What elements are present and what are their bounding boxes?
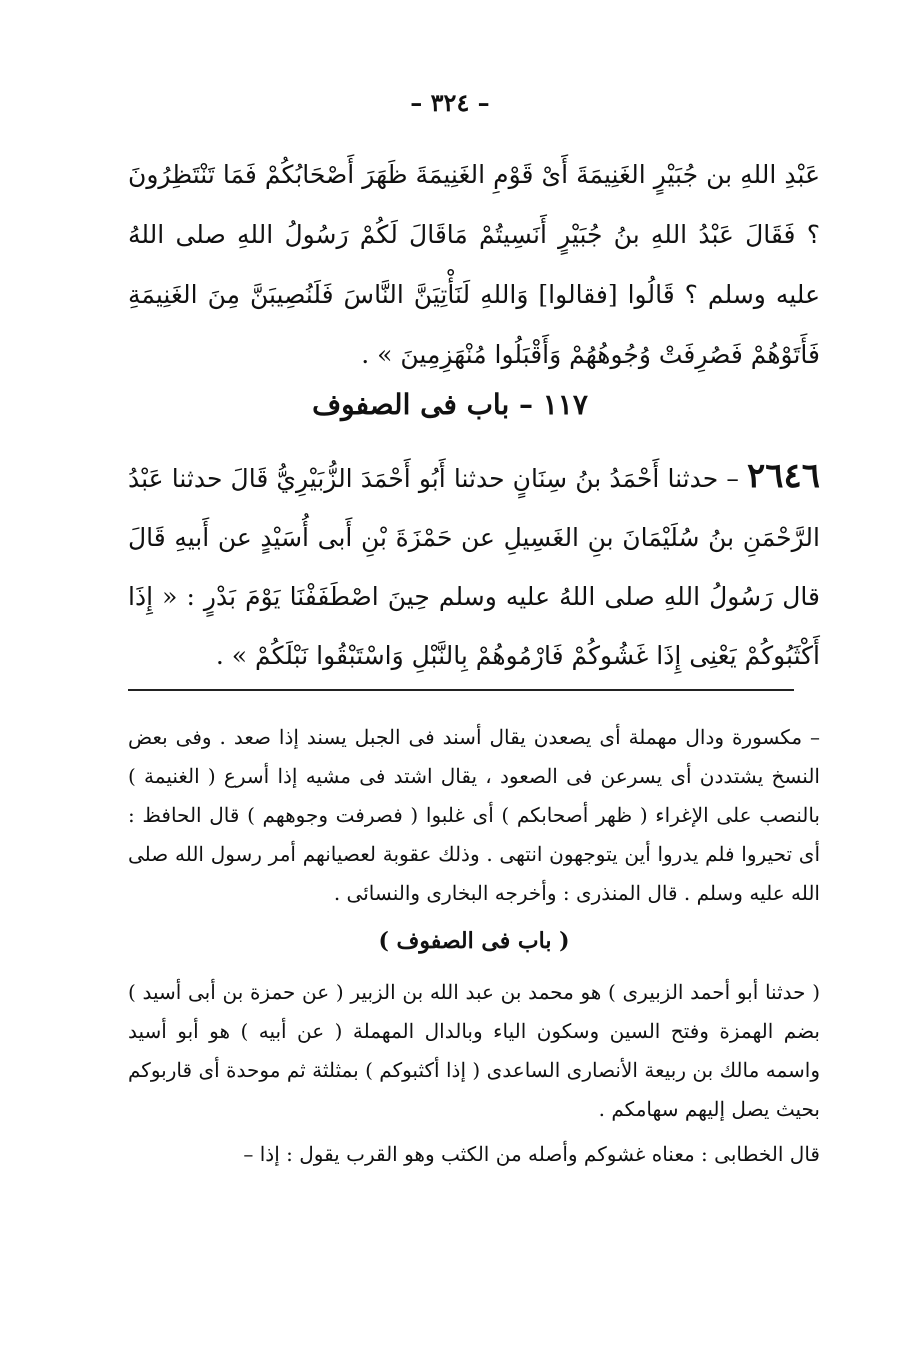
commentary-paragraph-2: ( حدثنا أبو أحمد الزبيرى ) هو محمد بن عبد الله بن الزبير ( عن حمزة بن أبى أسيد ) بضم الهمزة وفتح السين وسكون الياء وبالدال المهملة ( عن أبيه ) هو أبو أسيد واسمه مالك بن ربيعة الأنصارى الساعدى ( إذا أكثبوكم ) بمثلثة ثم موحدة أى قاربوكم بحيث يصل إليهم سهامكم . <box>128 980 820 1121</box>
chapter-dash: – <box>519 388 534 421</box>
main-text-block <box>128 145 820 385</box>
footnote-divider <box>128 689 794 691</box>
commentary-paragraph-3: قال الخطابى : معناه غشوكم وأصله من الكثب وهو القرب يقول : إذا – <box>243 1142 820 1166</box>
commentary-block <box>128 718 820 1174</box>
hadith-paragraph <box>128 447 820 685</box>
hadith-text: – حدثنا أَحْمَدُ بنُ سِنَانٍ حدثنا أَبُو أَحْمَدَ الزُّبَيْرِيُّ قَالَ حدثنا عَبْدُ الرَّحْمَنِ بنُ سُلَيْمَانَ بنِ الغَسِيلِ عن حَمْزَةَ بْنِ أَبى أُسَيْدٍ عن أَبيهِ قَالَ قال رَسُولُ اللهِ صلى اللهُ عليه وسلم حِينَ اصْطَفَفْنَا يَوْمَ بَدْرٍ : « إِذَا أَكْثَبُوكُمْ يَعْنِى إِذَا غَشُوكُمْ فَارْمُوهُمْ بِالنَّبْلِ وَاسْتَبْقُوا نَبْلَكُمْ » . <box>128 464 820 670</box>
chapter-title: باب فى الصفوف <box>312 388 510 421</box>
commentary-sub-heading: ( باب فى الصفوف ) <box>378 928 570 954</box>
chapter-number: ١١٧ <box>542 388 588 421</box>
hadith-number: ٢٦٤٦ <box>746 456 821 496</box>
main-text-paragraph: عَبْدِ اللهِ بن جُبَيْرٍ الغَنِيمَةَ أَىْ قَوْمِ الغَنِيمَةَ ظَهَرَ أَصْحَابُكُمْ فَمَا تَنْتَظِرُونَ ؟ فَقَالَ عَبْدُ اللهِ بنُ جُبَيْرٍ أَنَسِيتُمْ مَاقَالَ لَكُمْ رَسُولُ اللهِ صلى اللهُ عليه وسلم ؟ قَالُوا [فقالوا] وَاللهِ لَنَأْتِيَنَّ النَّاسَ فَلَنُصِيبَنَّ مِنَ الغَنِيمَةِ فَأَتَوْهُمْ فَصُرِفَتْ وُجُوهُهُمْ وَأَقْبَلُوا مُنْهَزِمِينَ » . <box>128 160 821 369</box>
commentary-paragraph-1: – مكسورة ودال مهملة أى يصعدن يقال أسند فى الجبل يسند إذا صعد . وفى بعض النسخ يشتددن أى يسرعن فى الصعود ، يقال اشتد فى مشيه إذا أسرع ( الغنيمة ) بالنصب على الإغراء ( ظهر أصحابكم ) أى غلبوا ( فصرفت وجوههم ) قال الحافظ : أى تحيروا فلم يدروا أين يتوجهون انتهى . وذلك عقوبة لعصيانهم أمر رسول الله صلى الله عليه وسلم . قال المنذرى : وأخرجه البخارى والنسائى . <box>128 725 820 905</box>
page-number: – ٣٢٤ – <box>410 88 490 117</box>
hadith-block <box>128 447 820 685</box>
chapter-heading <box>0 388 900 421</box>
